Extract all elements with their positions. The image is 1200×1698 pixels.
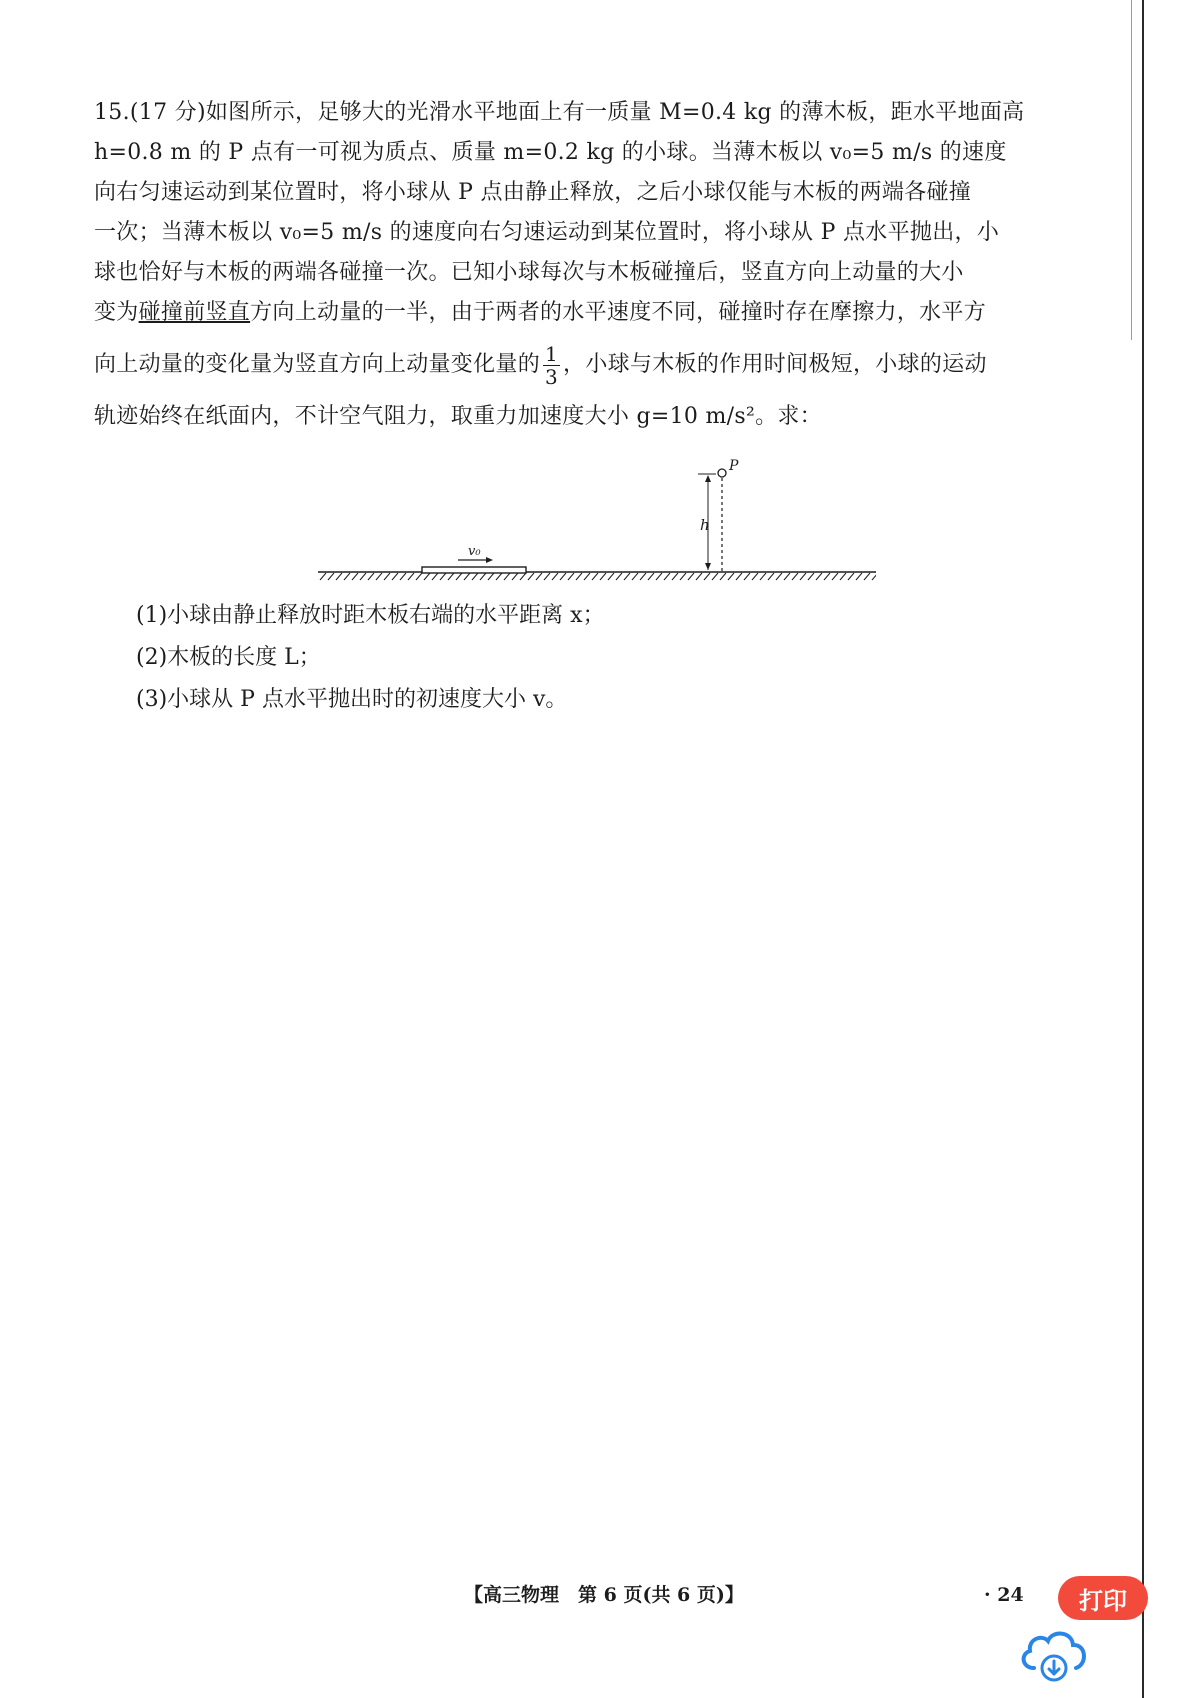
- ground-hatch: [640, 573, 646, 580]
- page-edge-line: [1142, 0, 1144, 1698]
- ground-hatch: [632, 573, 638, 580]
- height-label: h: [700, 516, 710, 534]
- question-text: 向上动量的变化量为竖直方向上动量变化量的: [94, 352, 541, 377]
- ground-hatch: [336, 573, 342, 580]
- ground-hatch: [528, 573, 534, 580]
- ground-hatch: [368, 573, 374, 580]
- question-text: 方向上动量的一半，由于两者的水平速度不同，碰撞时存在摩擦力，水平方: [250, 300, 987, 325]
- ground-hatch: [872, 573, 876, 580]
- ground-hatch: [776, 573, 782, 580]
- subquestion-1: (1)小球由静止释放时距木板右端的水平距离 x；: [136, 603, 605, 628]
- ground-hatch: [544, 573, 550, 580]
- ground-hatch: [496, 573, 502, 580]
- ground-hatch: [760, 573, 766, 580]
- ground-hatch: [560, 573, 566, 580]
- ground-hatch: [424, 573, 430, 580]
- ground-hatch: [624, 573, 630, 580]
- question-line: [94, 293, 1104, 333]
- fraction-denominator: 3: [545, 364, 559, 389]
- ground-hatch: [720, 573, 726, 580]
- ground-hatch: [408, 573, 414, 580]
- question-line: 15.(17 分)如图所示，足够大的光滑水平地面上有一质量 M=0.4 kg 的薄木板，距水平地面高: [94, 100, 1025, 125]
- ground-hatch: [320, 573, 326, 580]
- underlined-text: 碰撞前竖直: [138, 300, 251, 325]
- ground-hatch: [728, 573, 734, 580]
- velocity-label: v₀: [468, 544, 481, 559]
- ground-hatch: [664, 573, 670, 580]
- question-line: 向右匀速运动到某位置时，将小球从 P 点由静止释放，之后小球仅能与木板的两端各碰撞: [94, 180, 972, 205]
- ground-hatch: [712, 573, 718, 580]
- ground-hatch: [400, 573, 406, 580]
- ground-hatch: [608, 573, 614, 580]
- subquestion-2: (2)木板的长度 L；: [136, 645, 321, 670]
- ground-hatch: [744, 573, 750, 580]
- print-button[interactable]: [1058, 1576, 1148, 1620]
- page-edge-line-inner: [1131, 0, 1132, 340]
- ground-hatch: [792, 573, 798, 580]
- velocity-arrowhead: [486, 557, 493, 563]
- ground-hatch: [688, 573, 694, 580]
- ground-hatch: [520, 573, 526, 580]
- question-body: [94, 93, 1104, 437]
- ground-hatch: [672, 573, 678, 580]
- ground-hatch: [576, 573, 582, 580]
- ground-hatch: [600, 573, 606, 580]
- ground-hatch: [536, 573, 542, 580]
- page-number: · 24: [984, 1584, 1024, 1606]
- point-label: P: [729, 458, 739, 474]
- ground-hatch: [768, 573, 774, 580]
- ground-hatch: [864, 573, 870, 580]
- ground-hatch: [512, 573, 518, 580]
- ground-hatch: [552, 573, 558, 580]
- ground-hatch: [464, 573, 470, 580]
- ground-hatch: [648, 573, 654, 580]
- question-line: 轨迹始终在纸面内，不计空气阻力，取重力加速度大小 g=10 m/s²。求：: [94, 404, 822, 429]
- height-arrow-down: [705, 563, 711, 570]
- ground-hatch: [752, 573, 758, 580]
- ground-hatch: [504, 573, 510, 580]
- ball-point: [718, 469, 726, 477]
- ground-hatch: [808, 573, 814, 580]
- ground-hatch: [736, 573, 742, 580]
- ground-hatch: [848, 573, 854, 580]
- ground-hatch: [384, 573, 390, 580]
- ground-hatch: [488, 573, 494, 580]
- ground-hatch: [448, 573, 454, 580]
- ground-hatch: [704, 573, 710, 580]
- ground-hatch: [680, 573, 686, 580]
- ground-hatch: [328, 573, 334, 580]
- ground-hatch: [592, 573, 598, 580]
- page-footer: 【高三物理 第 6 页(共 6 页)】: [464, 1584, 744, 1606]
- height-arrow-up: [705, 475, 711, 482]
- ground-hatch: [696, 573, 702, 580]
- ground-hatch: [480, 573, 486, 580]
- question-line: 球也恰好与木板的两端各碰撞一次。已知小球每次与木板碰撞后，竖直方向上动量的大小: [94, 260, 964, 285]
- wooden-board: [422, 567, 526, 573]
- ground-hatch: [856, 573, 862, 580]
- question-text: ，小球与木板的作用时间极短，小球的运动: [563, 352, 987, 377]
- fraction: [543, 343, 560, 388]
- ground-hatch: [376, 573, 382, 580]
- ground-hatch: [416, 573, 422, 580]
- ground-hatch: [456, 573, 462, 580]
- ground-hatch: [784, 573, 790, 580]
- ground-hatch: [832, 573, 838, 580]
- ground-hatch: [392, 573, 398, 580]
- ground-hatch: [800, 573, 806, 580]
- cloud-download-icon[interactable]: [1016, 1624, 1092, 1684]
- ground-hatch: [472, 573, 478, 580]
- ground-hatch: [584, 573, 590, 580]
- ground-hatch: [352, 573, 358, 580]
- ground-hatch: [432, 573, 438, 580]
- fraction-numerator: 1: [545, 341, 559, 366]
- question-text: 变为: [94, 300, 139, 325]
- ground-hatch: [360, 573, 366, 580]
- ground-hatch: [656, 573, 662, 580]
- ground-hatch: [824, 573, 830, 580]
- question-line: 一次；当薄木板以 v₀=5 m/s 的速度向右匀速运动到某位置时，将小球从 P 点水平抛出，小: [94, 220, 1000, 245]
- print-button-label: 打印: [1079, 1586, 1127, 1615]
- subquestion-3: (3)小球从 P 点水平抛出时的初速度大小 v。: [136, 687, 568, 712]
- ground-hatch: [344, 573, 350, 580]
- physics-diagram: [316, 452, 876, 582]
- question-line: h=0.8 m 的 P 点有一可视为质点、质量 m=0.2 kg 的小球。当薄木板以 v₀=5 m/s 的速度: [94, 140, 1007, 165]
- question-line: [94, 333, 1104, 397]
- ground-hatch: [568, 573, 574, 580]
- ground-hatch: [440, 573, 446, 580]
- ground-hatch: [616, 573, 622, 580]
- ground-hatch: [840, 573, 846, 580]
- ground-hatch: [816, 573, 822, 580]
